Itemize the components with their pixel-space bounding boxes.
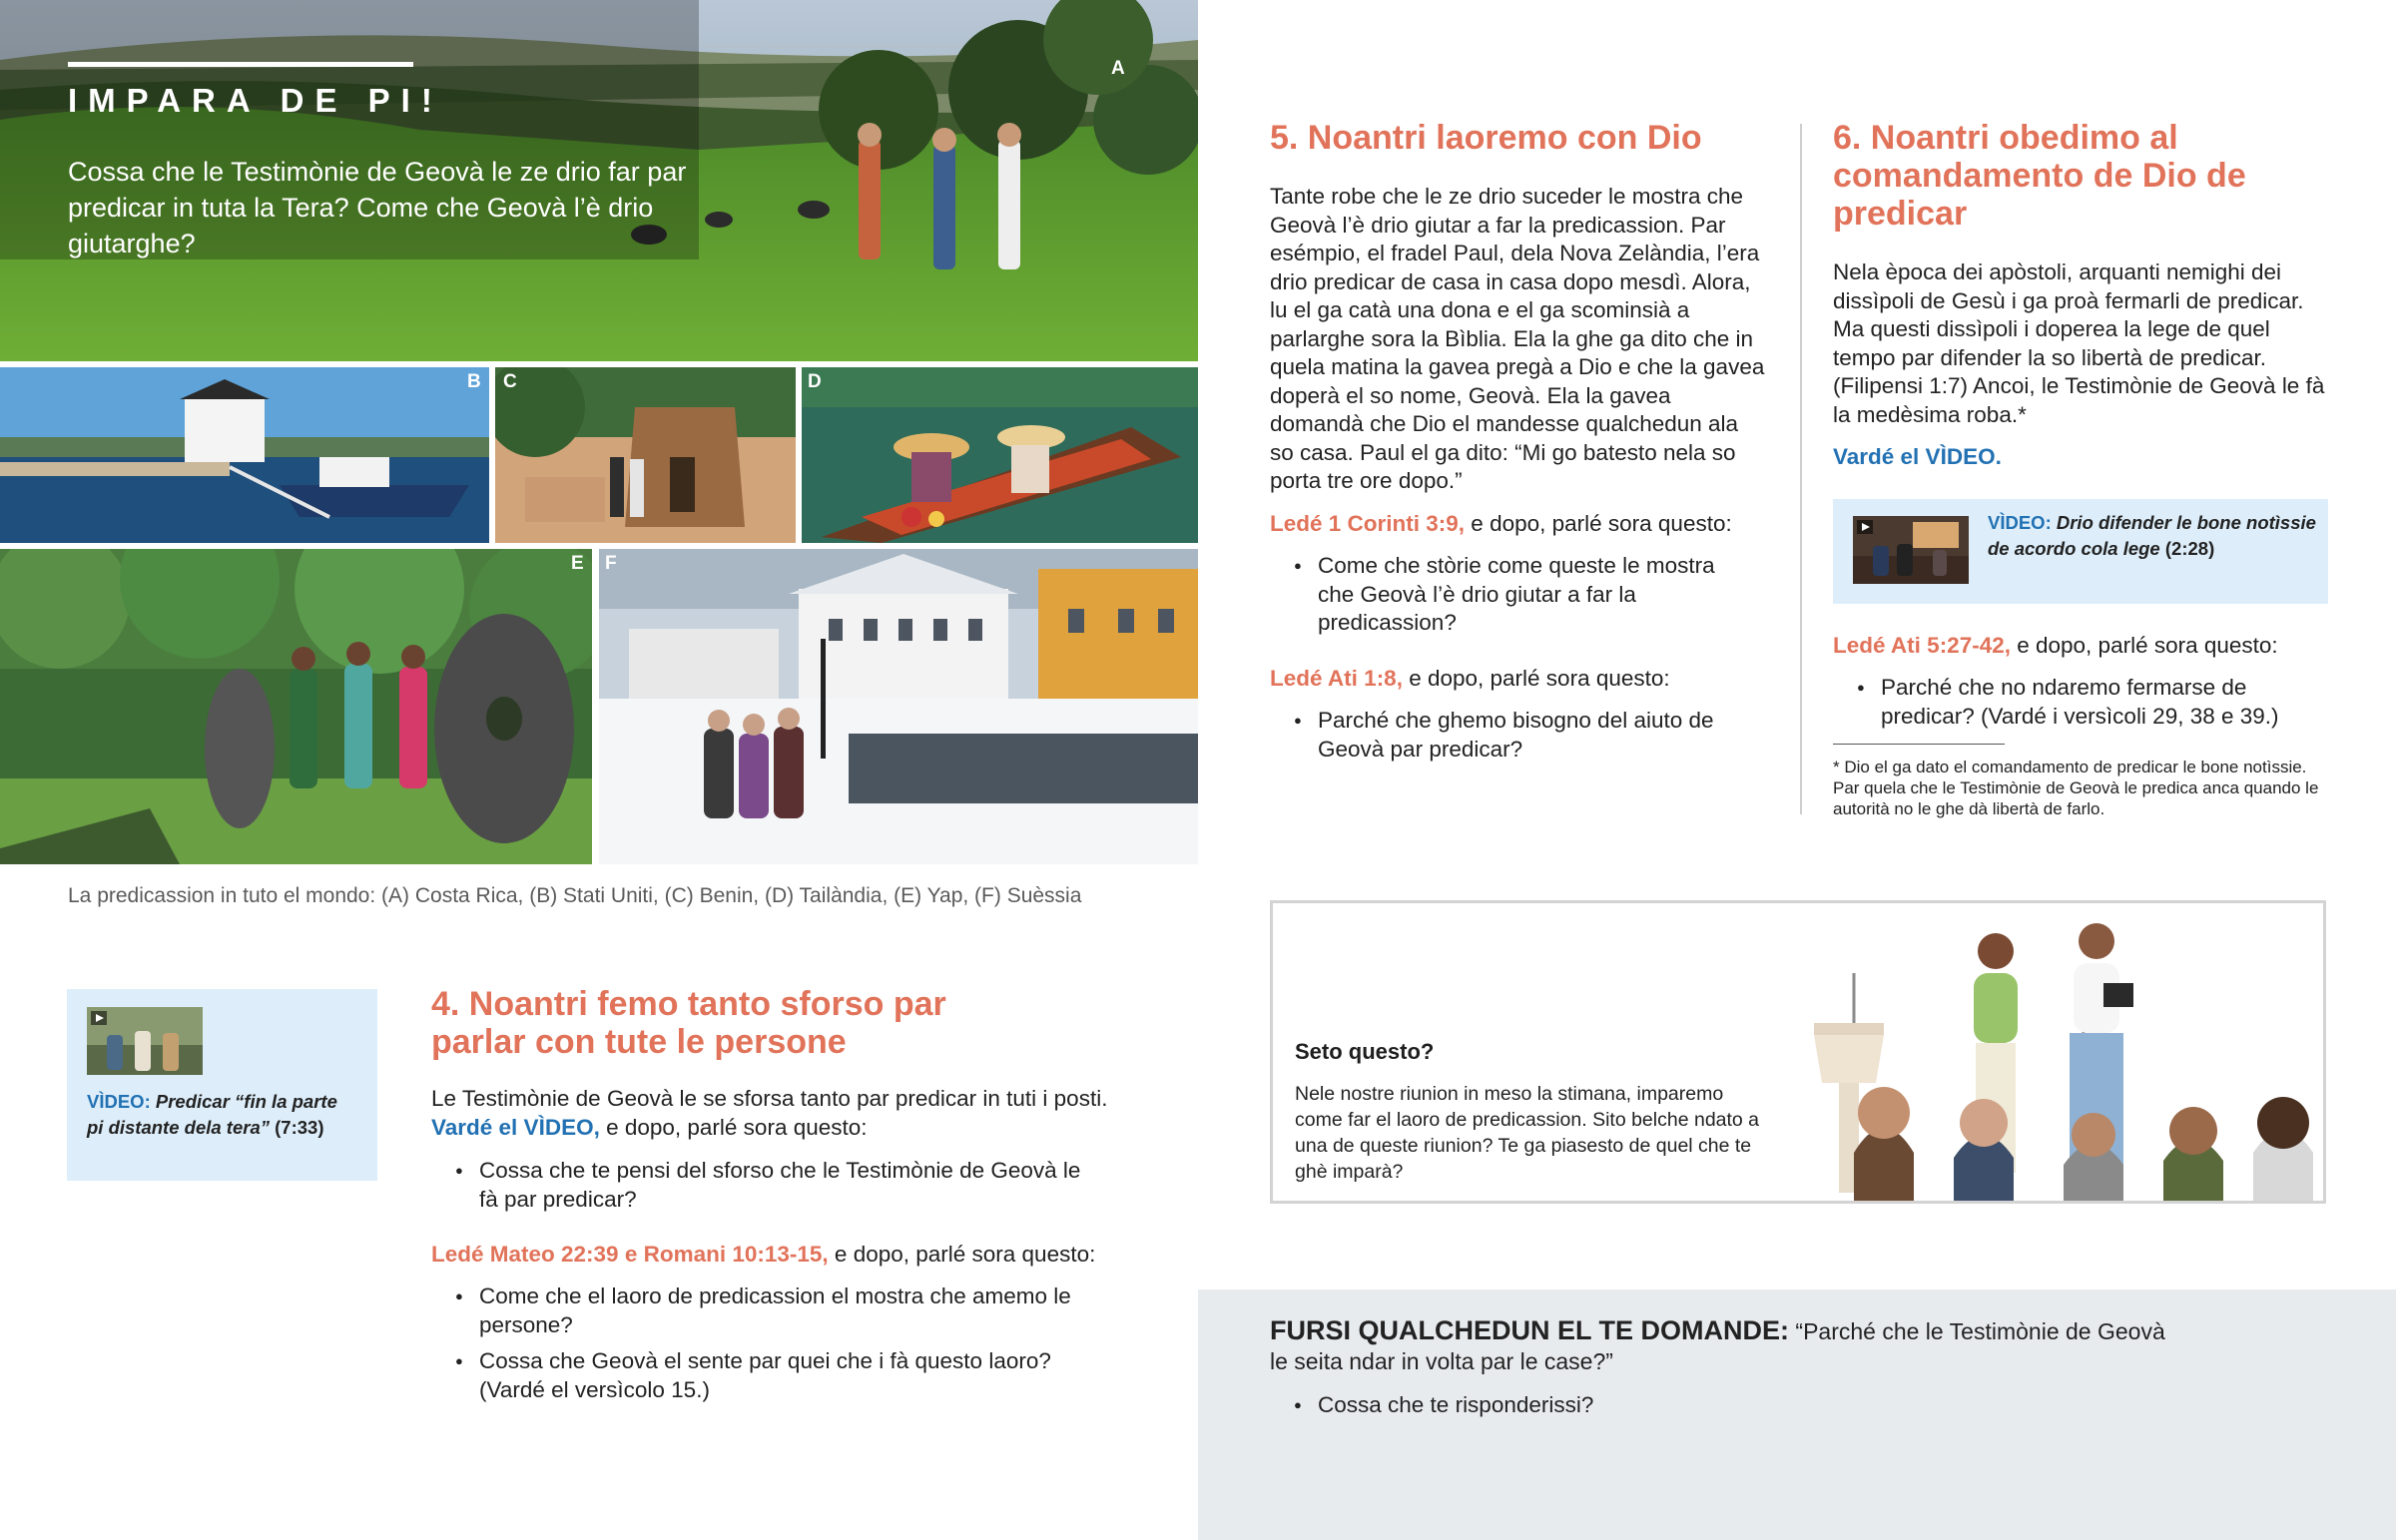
section5-read2-ref[interactable]: Ledé Ati 1:8,: [1270, 666, 1403, 691]
section6-body: Nela època dei apòstoli, arquanti nemighi dei dissìpoli de Gesù i ga proà fermarli de predicar. Ma questi dissìpoli i doperea la lege de quel tempo par difender la so libertà de predicar. (Filipensi 1:7) Ancoi, le Testimònie de Geovà le fà la medèsima roba.*: [1833, 259, 2325, 427]
play-icon[interactable]: [1857, 520, 1873, 534]
photo-yap: [0, 549, 592, 864]
ask-question: [1270, 1315, 2168, 1376]
section4-bullet-3: ● Cossa che Geovà el sente par quei che i fà questo laoro? (Vardé el versìcolo 15.): [455, 1347, 1104, 1404]
video-box-section4[interactable]: [67, 989, 377, 1181]
section4-read-ref[interactable]: Ledé Mateo 22:39 e Romani 10:13-15,: [431, 1242, 829, 1267]
section4-bullets-b: [455, 1283, 1104, 1412]
ask-bullets: [1294, 1391, 1893, 1428]
section5-bullet-1: ● Come che stòrie come queste le mostra che Geovà l’è drio giutar a far la predicassion?: [1294, 552, 1753, 638]
video-thumbnail[interactable]: [1853, 516, 1969, 584]
section6-title: 6. Noantri obedimo al comandamento de Dio de predicar: [1833, 119, 2246, 233]
section4-body-text: Le Testimònie de Geovà le se sforsa tanto par predicar in tuti i posti.: [431, 1086, 1108, 1111]
section6-video-link[interactable]: Vardé el VÌDEO.: [1833, 444, 2002, 469]
photo-letter-a: A: [1111, 58, 1125, 79]
section5-body: Tante robe che le ze drio suceder le mostra che Geovà l’è drio giutar a far la predicassion. Par esémpio, el fradel Paul, dela Nova Zelàndia, l’era drio predicar de casa in casa dopo mesdì. Alora, lu el ga catà una dona e el ga scominsià a parlarghe sora la Bìblia. Ela la ghe ga dito che in quela matina la gavea pregà a Dio e che la gavea doperà el so nome, Geovà. Ela la gavea domandà che Dio el mandesse qualchedun ala so casa. Paul el ga dito: “Mi go batesto nela so porta tre ore dopo.”: [1270, 184, 1765, 493]
video-label-section6[interactable]: [1988, 510, 2317, 562]
section4-bullet-2: ● Come che el laoro de predicassion el mostra che amemo le persone?: [455, 1283, 1104, 1339]
section4-video-link[interactable]: Vardé el VÌDEO,: [431, 1114, 600, 1140]
section5-read1-ref[interactable]: Ledé 1 Corinti 3:9,: [1270, 511, 1466, 536]
section6-footnote: * Dio el ga dato el comandamento de predicar le bone notìssie. Par quela che le Testimònie de Geovà le predica anca quando le autorità no le ghe dà libertà de farlo.: [1833, 758, 2319, 818]
photo-sweden: [599, 549, 1198, 864]
section4-title: 4. Noantri femo tanto sforso par parlar con tute le persone: [431, 985, 946, 1061]
ask-heading: FURSI QUALCHEDUN EL TE DOMANDE:: [1270, 1315, 1790, 1345]
video-duration: (7:33): [275, 1117, 324, 1138]
photo-benin: [495, 367, 796, 543]
section5-read2-after: e dopo, parlé sora questo:: [1402, 666, 1670, 691]
ask-question-text: “Parché che le Testimònie de Geovà le seita ndar in volta par le case?”: [1270, 1318, 2165, 1374]
video-box-section6[interactable]: [1833, 499, 2328, 604]
photo-caption: La predicassion in tuto el mondo: (A) Costa Rica, (B) Stati Uniti, (C) Benin, (D) Tailàndia, (E) Yap, (F) Suèssia: [68, 884, 1082, 907]
section6-read-after: e dopo, parlé sora questo:: [2010, 633, 2278, 658]
section5-bullet-2: ● Parché che ghemo bisogno del aiuto de Geovà par predicar?: [1294, 707, 1723, 764]
section4-bullets-a: [455, 1157, 1084, 1222]
section4-read: [431, 1241, 1130, 1270]
photo-letter-d: D: [808, 371, 822, 392]
seto-questo-box: [1270, 900, 2326, 1204]
photo-thailand: [802, 367, 1198, 543]
section5-title: 5. Noantri laoremo con Dio: [1270, 119, 1702, 157]
video-title: Drio difender le bone notìssie de acordo cola lege: [1988, 512, 2316, 559]
section4-read-after: e dopo, parlé sora questo:: [828, 1242, 1096, 1267]
column-divider: [1800, 124, 1802, 814]
hero-title: IMPARA DE PI!: [68, 82, 443, 119]
ask-bullet-1: ● Cossa che te risponderissi?: [1294, 1391, 1893, 1420]
seto-questo-title: Seto questo?: [1295, 1039, 1435, 1064]
section5-read2: [1270, 665, 1769, 694]
play-icon[interactable]: [91, 1011, 107, 1025]
section5-bullets-a: [1294, 552, 1753, 646]
meeting-illustration: [1784, 903, 2323, 1203]
video-thumbnail[interactable]: [87, 1007, 203, 1075]
photo-letter-f: F: [605, 553, 617, 574]
video-keyword: VÌDEO:: [1988, 512, 2052, 533]
section6-bullets: [1857, 674, 2326, 739]
video-title: Predicar “fin la parte pi distante dela tera”: [87, 1091, 337, 1138]
video-duration: (2:28): [2164, 538, 2215, 559]
section6-read: [1833, 632, 2332, 661]
section5-read1-after: e dopo, parlé sora questo:: [1465, 511, 1732, 536]
section6-read-ref[interactable]: Ledé Ati 5:27-42,: [1833, 633, 2011, 658]
hero-rule: [68, 62, 413, 67]
section5-read1: [1270, 510, 1769, 539]
section5-bullets-b: [1294, 707, 1723, 771]
seto-questo-text: Nele nostre riunion in meso la stimana, imparemo come far el laoro de predicassion. Sito belche ndato a una de queste riunion? Te ga piasesto de quel che te ghè imparà?: [1295, 1083, 1760, 1183]
section4-body: [431, 1085, 1120, 1142]
footnote-rule: [1833, 744, 2005, 745]
section6-bullet-1: ● Parché che no ndaremo fermarse de predicar? (Vardé i versìcoli 29, 38 e 39.): [1857, 674, 2326, 731]
section6-video-line: [1833, 443, 2232, 472]
section4-body-after: e dopo, parlé sora questo:: [599, 1114, 868, 1140]
hero-intro: Cossa che le Testimònie de Geovà le ze drio far par predicar in tuta la Tera? Come che Geovà l’è drio giutarghe?: [68, 157, 687, 258]
photo-letter-c: C: [503, 371, 517, 392]
photo-letter-b: B: [467, 371, 481, 392]
photo-united-states: [0, 367, 489, 543]
section4-bullet-1: ● Cossa che te pensi del sforso che le Testimònie de Geovà le fà par predicar?: [455, 1157, 1084, 1214]
photo-letter-e: E: [571, 553, 584, 574]
video-keyword: VÌDEO:: [87, 1091, 151, 1112]
video-label-section4[interactable]: [87, 1089, 356, 1141]
